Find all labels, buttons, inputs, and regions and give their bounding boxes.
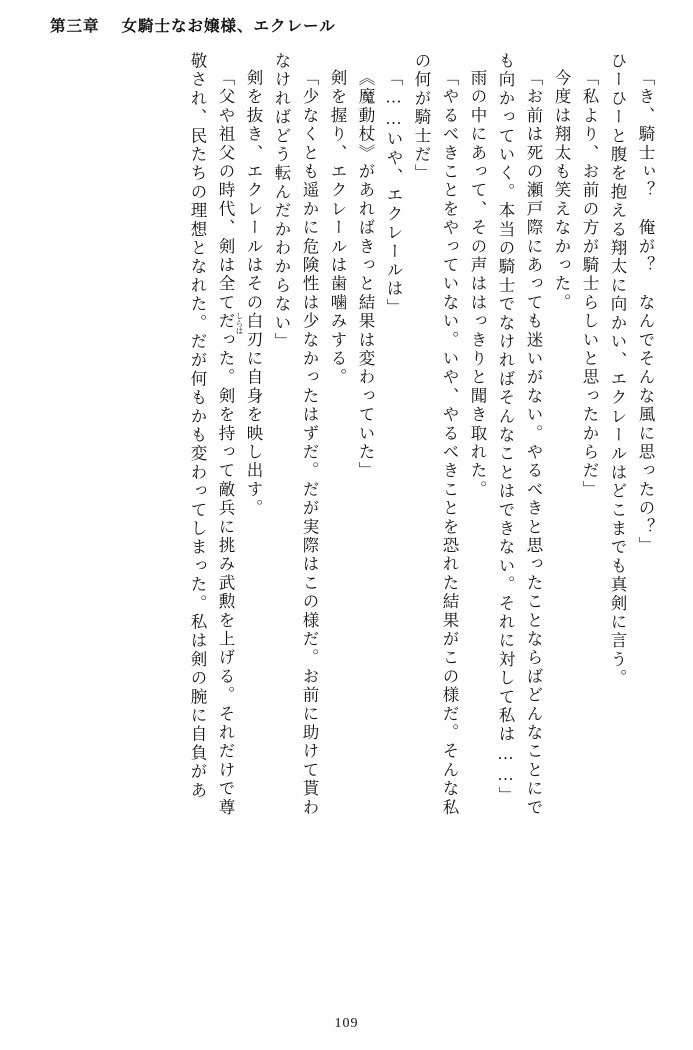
text-line: なければどう転んだかわからない」 [272,52,291,352]
text-line: 剣を抜き、エクレールはその白刃 しらは に自身を映し出す。 [235,69,263,518]
text-line: 剣を握り、エクレールは歯噛みする。 [328,69,347,387]
text-line: 今度は翔太も笑えなかった。 [552,69,571,313]
text-line: の何が騎士だ」 [412,52,431,183]
text-line: も向かっていく。本当の騎士でなければそんなことはできない。それに対して私は……」 [496,52,515,805]
ruby-annotation [235,312,263,350]
text-line: 《魔動杖》があればきっと結果は変わっていた」 [356,69,375,481]
text-line: 「やるべきことをやっていない。いや、やるべきことを恐れた結果がこの様だ。そんな私 [440,69,459,817]
text-line: 「私より、お前の方が騎士らしいと思ったからだ」 [580,69,599,500]
text-line: 敬され、民たちの理想となれた。だが何もかも変わってしまった。私は剣の腕に自負があ [188,52,207,800]
text-line: 雨の中にあって、その声ははっきりと聞き取れた。 [468,69,487,500]
ruby-base: 白刃 [244,312,263,350]
chapter-title: 女騎士なお嬢様、エクレール [121,18,336,35]
running-head [50,14,643,40]
text-line: 「……いや、エクレールは」 [384,69,403,318]
text-line: ひーひーと腹を抱える翔太に向かい、エクレールはどこまでも真剣に言う。 [608,52,627,688]
page-number: 109 [334,1016,359,1031]
vertical-text-body [44,52,653,984]
text-line: 「少なくとも遥かに危険性は少なかったはずだ。だが実際はこの様だ。お前に助けて貰わ [300,69,319,817]
text-line: 「父や祖父の時代、剣は全てだった。剣を持って敵兵に挑み武勲を上げる。それだけで尊 [216,69,235,818]
chapter-number: 第三章 [50,18,100,35]
text-line: 「お前は死の瀬戸際にあっても迷いがない。やるべきと思ったことならばどんなことにで [524,69,543,817]
text-line: 「き、騎士ぃ？ 俺が？ なんでそんな風に思ったの？」 [636,69,655,556]
ruby-reading: しらは [235,312,244,335]
